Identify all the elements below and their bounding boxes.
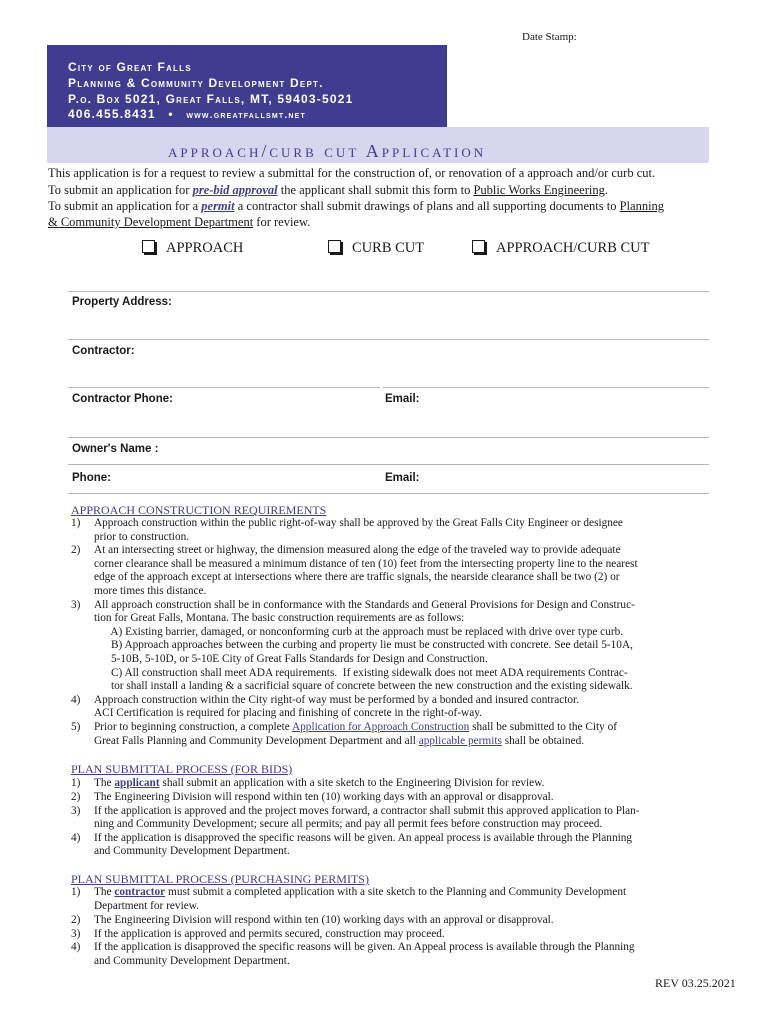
checkbox-approach-curb-cut[interactable]	[472, 240, 650, 257]
permits-item-1-line-2: Department for review.	[94, 900, 199, 912]
intro-text: the applicant shall submit this form to	[277, 183, 474, 197]
contractor-emphasis: contractor	[114, 886, 166, 898]
checkbox-icon[interactable]	[472, 240, 485, 253]
list-text: The	[94, 777, 115, 789]
list-line: If the application is approved and the project moves forward, a contractor shall submit this approved application to Plan-	[94, 804, 640, 817]
permit-emphasis: permit	[201, 199, 235, 213]
list-line: If the application is approved and permits secured, construction may proceed.	[94, 927, 445, 940]
letterhead-contact	[68, 107, 306, 121]
intro-line-3	[48, 199, 664, 214]
list-text: shall submit an application with a site sketch to the Engineering Division for review.	[159, 777, 545, 789]
page-title: approach/curb cut Application	[168, 141, 487, 161]
field-divider	[68, 464, 709, 465]
list-line: The Engineering Division will respond within ten (10) working days with an approval or disapproval.	[94, 791, 554, 803]
date-stamp-label: Date Stamp:	[522, 31, 577, 43]
list-line: corner clearance shall be measured a minimum distance of ten (10) feet from the intersecting property line to the nearest	[94, 557, 638, 570]
checkbox-label: CURB CUT	[352, 240, 425, 256]
intro-line-2	[48, 183, 608, 198]
list-line: All approach construction shall be in conformance with the Standards and General Provisions for Design and Construc-	[94, 598, 635, 611]
intro-text: a contractor shall submit drawings of plans and all supporting documents to	[234, 199, 620, 213]
letterhead-phone: 406.455.8431	[68, 107, 156, 121]
bullet-separator: •	[168, 107, 174, 121]
list-line: and Community Development Department.	[94, 954, 290, 967]
plan-submittal-permits-heading: PLAN SUBMITTAL PROCESS (PURCHASING PERMITS)	[71, 872, 369, 886]
requirement-5-line-2	[94, 735, 584, 749]
checkbox-approach[interactable]	[142, 240, 243, 257]
intro-text: To submit an application for a	[48, 199, 202, 213]
community-development-link[interactable]: & Community Development Department	[48, 215, 254, 229]
list-line: At an intersecting street or highway, the dimension measured along the edge of the traveled way to provide adequate	[94, 544, 621, 557]
list-number: 4)	[71, 831, 81, 844]
pre-bid-approval-emphasis: pre-bid approval	[192, 183, 278, 197]
approach-requirements-heading: APPROACH CONSTRUCTION REQUIREMENTS	[71, 503, 327, 517]
planning-link[interactable]: Planning	[619, 199, 665, 213]
owners-name-label: Owner's Name :	[72, 443, 159, 455]
list-text: must submit a completed application with a site sketch to the Planning and Community Development	[165, 886, 627, 898]
checkbox-icon[interactable]	[328, 240, 341, 253]
list-line: If the application is disapproved the specific reasons will be given. An Appeal process is available through the Planning	[94, 941, 635, 954]
list-number: 5)	[71, 721, 81, 733]
list-line: The Engineering Division will respond within ten (10) working days with an approval or disapproval.	[94, 914, 554, 926]
application-for-approach-construction-link[interactable]: Application for Approach Construction	[291, 721, 470, 733]
list-text: The	[94, 886, 115, 898]
list-number: 3)	[71, 927, 81, 940]
list-line: prior to construction.	[94, 530, 190, 543]
checkbox-icon[interactable]	[142, 240, 155, 253]
property-address-label: Property Address:	[72, 296, 172, 308]
list-line: and Community Development Department.	[94, 845, 290, 858]
field-divider	[383, 387, 709, 388]
list-line: tion for Great Falls, Montana. The basic construction requirements are as follows:	[94, 612, 465, 625]
plan-submittal-bids-heading: PLAN SUBMITTAL PROCESS (FOR BIDS)	[71, 762, 293, 776]
intro-line-4	[48, 215, 310, 230]
letterhead-website: www.greatfallsmt.net	[186, 110, 306, 121]
applicable-permits-link[interactable]: applicable permits	[418, 735, 502, 747]
list-line: ACI Certification is required for placing and finishing of concrete in the right-of-way.	[94, 707, 482, 720]
contractor-label: Contractor:	[72, 345, 135, 357]
field-divider	[68, 493, 709, 494]
list-line: Approach construction within the public right-of-way shall be approved by the Great Falls City Engineer or designee	[94, 517, 623, 529]
list-line: C) All construction shall meet ADA requirements. If existing sidewalk does not meet ADA requirements Contrac-	[94, 666, 628, 679]
list-text: shall be submitted to the City of	[469, 721, 618, 733]
owner-phone-label: Phone:	[72, 472, 111, 484]
checkbox-label: APPROACH/CURB CUT	[496, 240, 650, 256]
list-number: 1)	[71, 777, 81, 789]
list-text: Great Falls Planning and Community Development Department and all	[94, 735, 419, 747]
list-line: tor shall install a landing & a sacrificial square of concrete between the new construction and the existing sidewalk.	[94, 680, 633, 693]
list-line: A) Existing barrier, damaged, or nonconforming curb at the approach must be replaced with drive over type curb.	[94, 625, 624, 638]
intro-text: for review.	[253, 215, 311, 229]
public-works-engineering-link[interactable]: Public Works Engineering	[473, 183, 605, 197]
list-text: Prior to beginning construction, a complete	[94, 721, 292, 733]
intro-line-1: This application is for a request to review a submittal for the construction of, or renovation of a approach and/or curb cut.	[48, 166, 656, 180]
list-number: 2)	[71, 914, 81, 926]
permits-item-1	[94, 886, 626, 900]
applicant-emphasis: applicant	[114, 777, 160, 789]
list-number: 4)	[71, 941, 81, 954]
list-line: 5-10B, 5-10D, or 5-10E City of Great Falls Standards for Design and Construction.	[94, 653, 488, 665]
list-number: 2)	[71, 791, 81, 803]
list-line: Approach construction within the City right-of way must be performed by a bonded and insured contractor.	[94, 693, 580, 706]
list-number: 1)	[71, 886, 81, 898]
list-number: 3)	[71, 804, 81, 817]
list-number: 1)	[71, 517, 81, 529]
list-number: 2)	[71, 544, 81, 557]
checkbox-label: APPROACH	[166, 240, 244, 256]
list-line: B) Approach approaches between the curbing and property lie must be constructed with concrete. See detail 5-10A,	[94, 639, 633, 652]
list-line: If the application is disapproved the specific reasons will be given. An appeal process is available through the Planning	[94, 831, 633, 844]
list-text: shall be obtained.	[501, 735, 585, 747]
letterhead-address: P.o. Box 5021, Great Falls, MT, 59403-5021	[68, 92, 354, 106]
owner-email-label: Email:	[385, 472, 420, 484]
letterhead-department: Planning & Community Development Dept.	[68, 76, 324, 90]
requirement-5-line-1	[94, 721, 617, 735]
list-number: 4)	[71, 693, 81, 706]
contractor-phone-label: Contractor Phone:	[72, 393, 173, 405]
list-line: ning and Community Development; secure all permits; and pay all permit fees before construction may proceed.	[94, 818, 603, 831]
bids-item-1	[94, 777, 544, 791]
field-divider	[68, 387, 380, 388]
list-line: edge of the approach except at intersections where there are traffic signals, the nearside clearance shall be two (2) or	[94, 571, 620, 584]
field-divider	[68, 437, 709, 438]
list-number: 3)	[71, 598, 81, 611]
property-address-input[interactable]	[190, 292, 708, 337]
list-line: more times this distance.	[94, 585, 207, 597]
intro-text: .	[604, 183, 608, 197]
letterhead-city: City of Great Falls	[68, 60, 192, 74]
revision-label: REV 03.25.2021	[655, 976, 736, 990]
intro-text: To submit an application for	[48, 183, 193, 197]
contractor-email-label: Email:	[385, 393, 420, 405]
contractor-input[interactable]	[150, 340, 708, 385]
letterhead	[47, 45, 447, 127]
checkbox-curb-cut[interactable]	[328, 240, 424, 257]
